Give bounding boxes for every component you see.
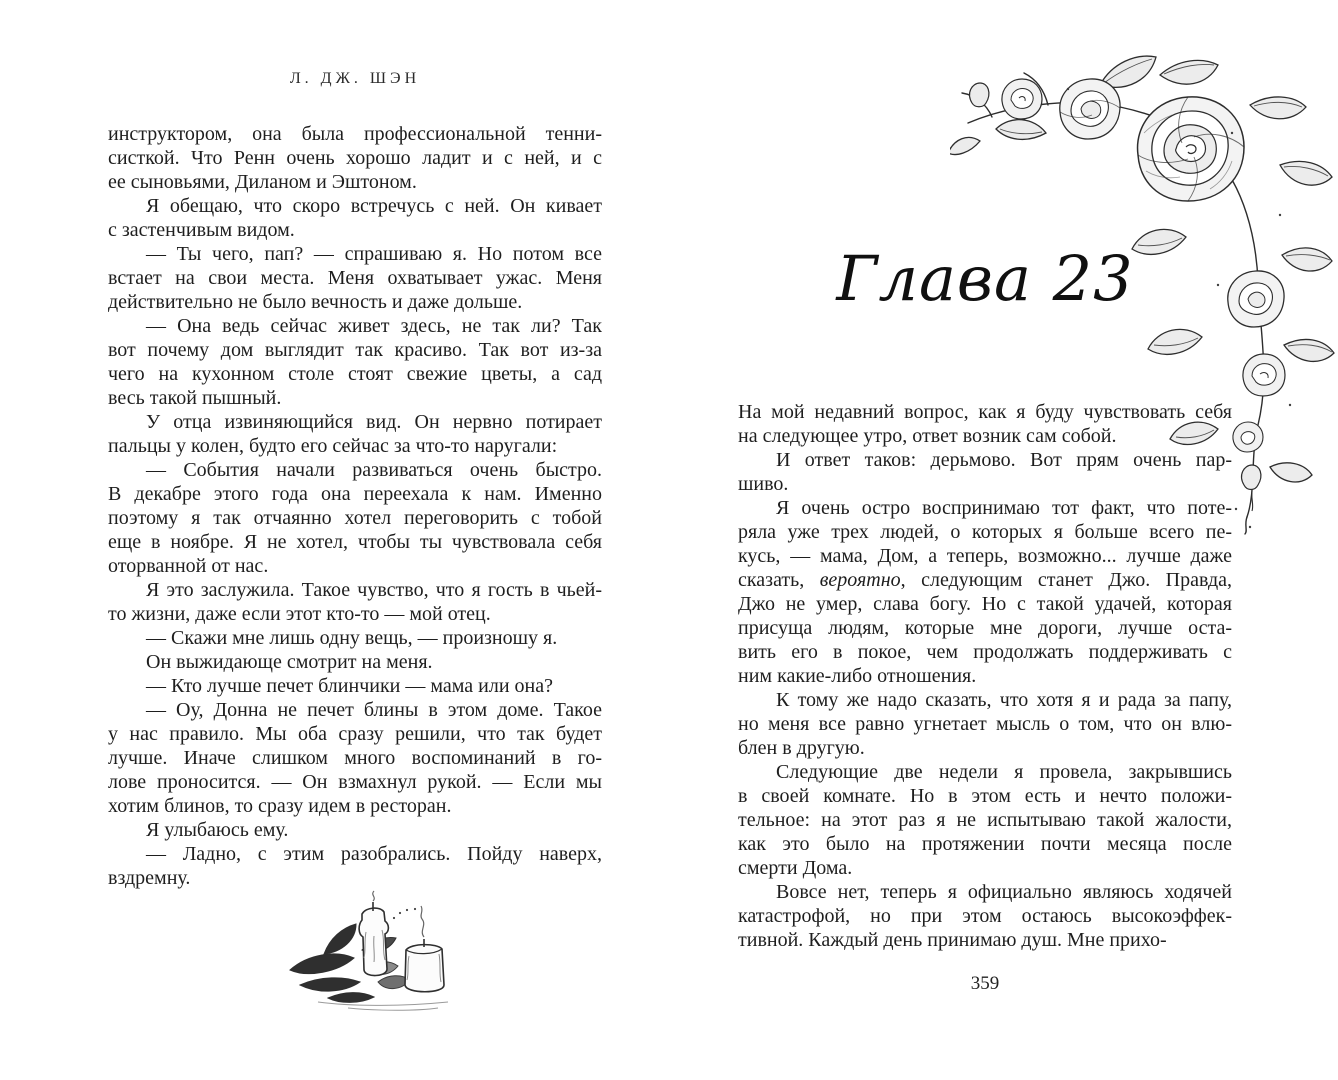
- text-line: систкой. Что Ренн очень хорошо ладит и с ней, и с: [108, 147, 602, 169]
- text-line: тивной. Каждый день принимаю душ. Мне прихо-: [738, 929, 1167, 951]
- text-line: на следующее утро, ответ возник сам собой.: [738, 425, 1117, 447]
- text-line: В декабре этого года она переехала к нам. Именно: [108, 483, 602, 505]
- text-line: еще в ноябре. Я не хотел, чтобы ты чувствовала себя: [108, 531, 602, 553]
- page-number: 359: [970, 973, 1000, 994]
- paragraph: [738, 400, 1232, 448]
- text-line: пальцы у колен, будто его сейчас за что-то наругали:: [108, 435, 558, 457]
- text-line: — События начали развиваться очень быстро.: [146, 459, 602, 481]
- text-line: Я обещаю, что скоро встречусь с ней. Он кивает: [146, 195, 602, 217]
- text-line: — Ладно, с этим разобрались. Пойду наверх,: [146, 843, 602, 865]
- paragraph: [738, 688, 1232, 760]
- text-line: Джо не умер, слава богу. Но с такой удачей, которая: [738, 593, 1232, 615]
- right-page: [738, 70, 1232, 1070]
- text-line: Вовсе нет, теперь я официально являюсь ходячей: [776, 881, 1232, 903]
- candle-vignette-illustration: [278, 890, 485, 1017]
- text-line: — Кто лучше печет блинчики — мама или она?: [146, 675, 554, 697]
- text-line: К тому же надо сказать, что хотя я и рада за папу,: [776, 689, 1232, 711]
- text-line: поэтому я так отчаянно хотел переговорить с тобой: [108, 507, 602, 529]
- text-line: хотим блинов, то сразу идем в ресторан.: [108, 795, 452, 817]
- paragraph: [108, 410, 602, 458]
- text-line: — Она ведь сейчас живет здесь, не так ли? Так: [146, 315, 602, 337]
- text-line: в своей комнате. Но в этом есть и нечто положи-: [738, 785, 1232, 807]
- text-line: шиво.: [738, 473, 789, 495]
- text-line: Я очень остро воспринимаю тот факт, что поте-: [776, 497, 1232, 519]
- text-line: — Оу, Донна не печет блины в этом доме. Такое: [146, 699, 602, 721]
- paragraph: [738, 496, 1232, 688]
- text-line: На мой недавний вопрос, как я буду чувствовать себя: [738, 401, 1232, 423]
- text-line: сказать, вероятно, следующим станет Джо. Правда,: [738, 569, 1232, 591]
- text-line: лучше. Иначе слишком много воспоминаний в го-: [108, 747, 602, 769]
- right-page-text: [738, 400, 1232, 952]
- paragraph: [108, 674, 602, 698]
- text-line: кусь, — мама, Дом, а теперь, возможно... лучше даже: [738, 545, 1232, 567]
- paragraph: [108, 818, 602, 842]
- text-line: ее сыновьями, Диланом и Эштоном.: [108, 171, 417, 193]
- text-line: Я это заслужила. Такое чувство, что я гость в чьей-: [146, 579, 602, 601]
- text-line: вить его в покое, чем продолжать поддерживать с: [738, 641, 1232, 663]
- paragraph: [108, 194, 602, 242]
- text-line: оторванной от нас.: [108, 555, 269, 577]
- text-line: блен в другую.: [738, 737, 865, 759]
- paragraph: [108, 458, 602, 578]
- text-line: катастрофой, но при этом остаюсь высокоэффек-: [738, 905, 1232, 927]
- text-line: — Скажи мне лишь одну вещь, — произношу я.: [146, 627, 558, 649]
- paragraph: [738, 880, 1232, 952]
- text-line: — Ты чего, пап? — спрашиваю я. Но потом все: [146, 243, 602, 265]
- chapter-title: Глава 23: [836, 242, 1134, 315]
- text-line: у нас правило. Мы оба сразу решили, что так будет: [108, 723, 602, 745]
- paragraph: [108, 122, 602, 194]
- running-head: Л. ДЖ. ШЭН: [289, 70, 421, 87]
- text-line: И ответ таков: дерьмово. Вот прям очень пар-: [776, 449, 1232, 471]
- paragraph: [108, 314, 602, 410]
- paragraph: [108, 842, 602, 890]
- paragraph: [108, 578, 602, 626]
- paragraph: [108, 650, 602, 674]
- left-page: [108, 70, 602, 1070]
- paragraph: [738, 760, 1232, 880]
- text-line: инструктором, она была профессиональной тенни-: [108, 123, 602, 145]
- text-line: Он выжидающе смотрит на меня.: [146, 651, 433, 673]
- text-line: тельное: на этот раз я не испытываю такой жалости,: [738, 809, 1232, 831]
- text-line: как это было на протяжении почти месяца после: [738, 833, 1232, 855]
- text-line: У отца извиняющийся вид. Он нервно потирает: [146, 411, 602, 433]
- text-line: Я улыбаюсь ему.: [146, 819, 289, 841]
- text-line: вздремну.: [108, 867, 191, 889]
- text-line: присуща людям, которые мне дороги, лучше оста-: [738, 617, 1232, 639]
- paragraph: [108, 626, 602, 650]
- text-line: действительно не было вечность и даже дольше.: [108, 291, 523, 313]
- text-line: встает на свои места. Меня охватывает ужас. Меня: [108, 267, 602, 289]
- paragraph: [108, 698, 602, 818]
- text-line: Следующие две недели я провела, закрывшись: [776, 761, 1232, 783]
- text-line: ряла уже трех людей, о которых я больше всего пе-: [738, 521, 1232, 543]
- text-line: то жизни, даже если этот кто-то — мой отец.: [108, 603, 491, 625]
- text-line: но меня все равно угнетает мысль о том, что он влю-: [738, 713, 1232, 735]
- text-line: весь такой пышный.: [108, 387, 282, 409]
- paragraph: [738, 448, 1232, 496]
- left-page-text: [108, 122, 602, 890]
- text-line: смерти Дома.: [738, 857, 853, 879]
- text-line: чего на кухонном столе стоят свежие цветы, а сад: [108, 363, 602, 385]
- paragraph: [108, 242, 602, 314]
- text-line: ним какие-либо отношения.: [738, 665, 977, 687]
- text-line: лове проносится. — Он взмахнул рукой. — Если мы: [108, 771, 602, 793]
- text-line: вот почему дом выглядит так красиво. Так вот из-за: [108, 339, 602, 361]
- text-line: с застенчивым видом.: [108, 219, 295, 241]
